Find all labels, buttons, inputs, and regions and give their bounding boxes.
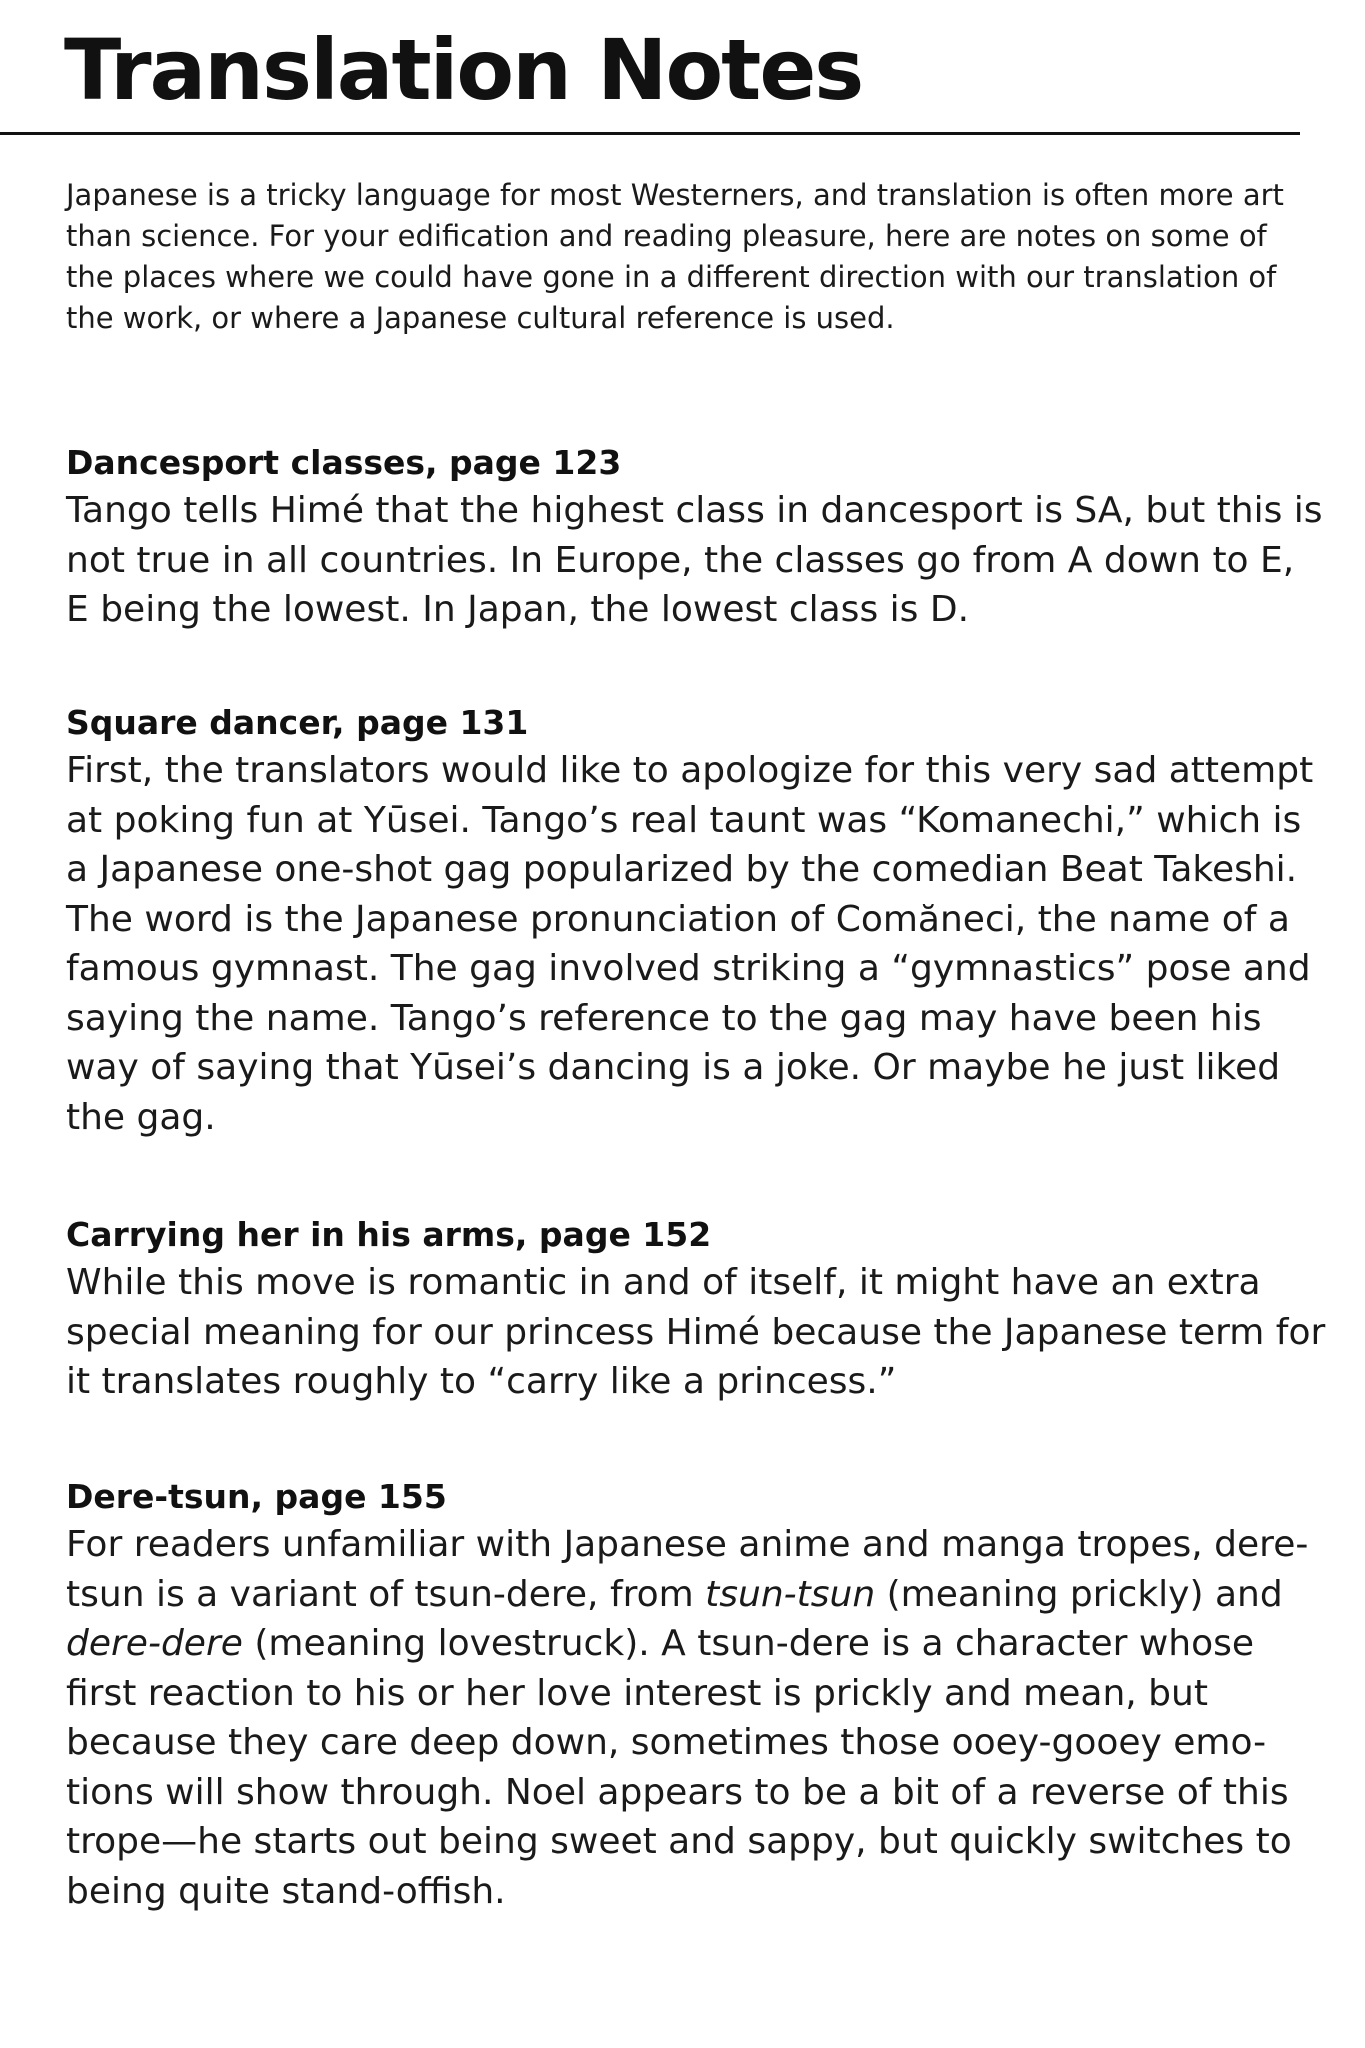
note-heading: Carrying her in his arms, page 152 xyxy=(66,1215,712,1254)
intro-paragraph: Japanese is a tricky language for most Westerners, and translation is often more art than science. For your edification and reading pleasure, here are notes on some of the places where we could have gone in a different direction with our translation of the work, or where a Japanese cultural reference is used. xyxy=(66,178,1284,335)
note-square-dancer xyxy=(66,700,1326,1142)
note-dancesport-classes xyxy=(66,440,1326,635)
note-heading: Dere-tsun, page 155 xyxy=(66,1477,447,1516)
note-body-text: (meaning prickly) and xyxy=(875,1573,1283,1615)
note-heading: Square dancer, page 131 xyxy=(66,703,529,742)
note-body: First, the translators would like to apologize for this very sad attempt at poking fun at Yūsei. Tango’s real taunt was “Komanechi,” which is a Japanese one-shot gag popularized by the comedian Beat Takeshi. The word is the Japanese pronunciation of Comăneci, the name of a famous gymnast. The gag involved striking a “gymnastics” pose and saying the name. Tango’s reference to the gag may have been his way of saying that Yūsei’s dancing is a joke. Or maybe he just liked the gag. xyxy=(66,750,1314,1138)
note-term-tsun-tsun: tsun-tsun xyxy=(705,1573,876,1615)
page-title: Translation Notes xyxy=(64,21,863,119)
note-body-text: For readers unfamiliar with Japanese anime and manga tropes, dere-tsun is a variant of tsun-dere, from xyxy=(66,1524,1309,1615)
note-heading: Dancesport classes, page 123 xyxy=(66,443,622,482)
title-divider xyxy=(0,132,1300,135)
note-carrying-her xyxy=(66,1212,1326,1407)
note-body xyxy=(66,1520,1326,1916)
note-term-dere-dere: dere-dere xyxy=(66,1623,243,1664)
note-dere-tsun xyxy=(66,1474,1326,1916)
note-body-text: (meaning lovestruck). A tsun-dere is a character whose first reaction to his or her love interest is prickly and mean, but because they care deep down, sometimes those ooey-gooey emo-tions will show through. Noel appears to be a bit of a reverse of this trope—he starts out being sweet and sappy, but quickly switches to being quite stand-offish. xyxy=(66,1623,1292,1912)
note-body: Tango tells Himé that the highest class in dancesport is SA, but this is not true in all countries. In Europe, the classes go from A down to E, E being the lowest. In Japan, the lowest class is D. xyxy=(66,490,1323,630)
note-body: While this move is romantic in and of itself, it might have an extra special meaning for our princess Himé because the Japanese term for it translates roughly to “carry like a princess.” xyxy=(66,1262,1326,1402)
